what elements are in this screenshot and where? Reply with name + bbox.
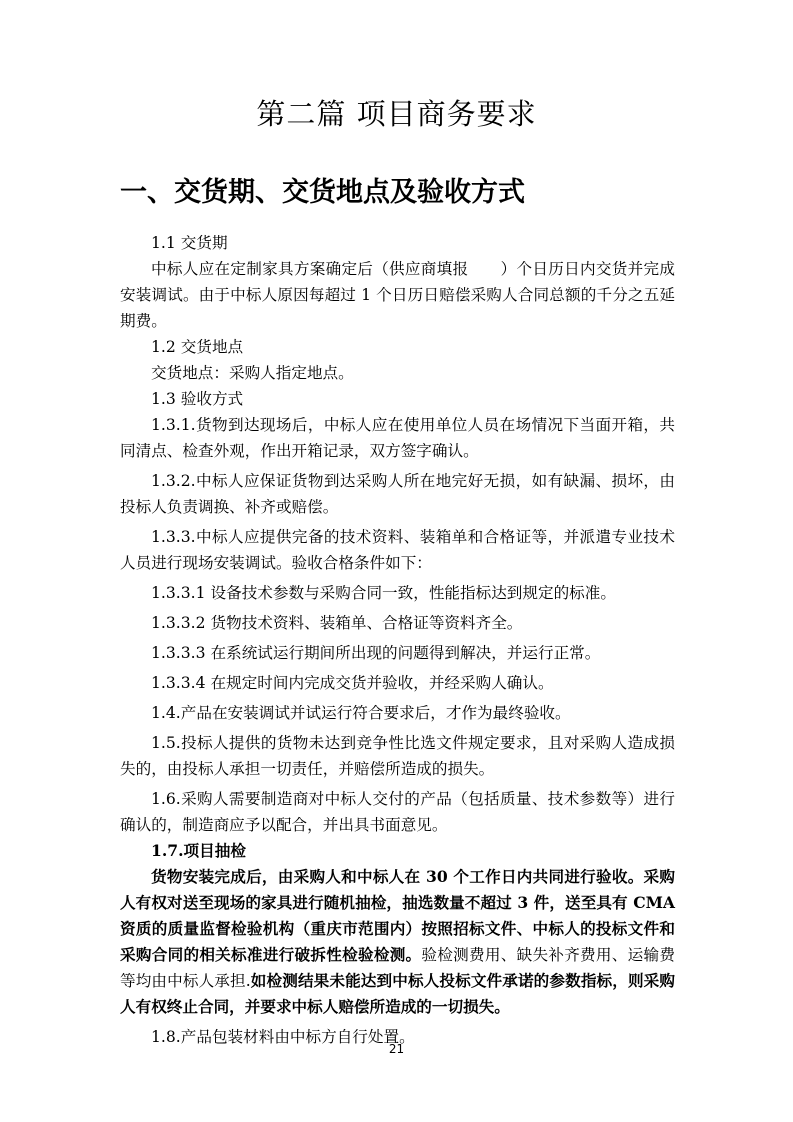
item-1-3-3-1: 1.3.3.1 设备技术参数与采购合同一致，性能指标达到规定的标准。 — [151, 584, 616, 602]
item-1-3-3: 1.3.3.中标人应提供完备的技术资料、装箱单和合格证等，并派遣专业技术人员进行现场安装调试。验收合格条件如下： — [120, 528, 675, 572]
page-title: 第二篇 项目商务要求 — [256, 97, 537, 131]
inspection-bold-b: 如检测结果未能达到中标人投标文件承诺的参数指标，则采购人有权终止合同，并要求中标人赔偿所造成的一切损失。 — [120, 971, 675, 1016]
item-1-3-3-4: 1.3.3.4 在规定时间内完成交货并验收，并经采购人确认。 — [151, 674, 554, 692]
section-heading: 一、交货期、交货地点及验收方式 — [120, 177, 525, 208]
page-number: 21 — [388, 1042, 405, 1056]
item-1-6: 1.6.采购人需要制造商对中标人交付的产品（包括质量、技术参数等）进行确认的，制造商应予以配合，并出具书面意见。 — [120, 790, 675, 834]
heading-1-1: 1.1 交货期 — [151, 234, 228, 252]
heading-1-7: 1.7.项目抽检 — [151, 841, 246, 860]
item-1-3-3-2: 1.3.3.2 货物技术资料、装箱单、合格证等资料齐全。 — [151, 614, 523, 632]
item-1-3-3-3: 1.3.3.3 在系统试运行期间所出现的问题得到解决，并运行正常。 — [151, 644, 601, 662]
delivery-text-a: 中标人应在定制家具方案确定后（供应商填报 — [151, 260, 469, 278]
delivery-text-b: ）个日历日内交货并完成安装调试。由于中标人原因每超过 1 个日历日赔偿采购人合同总额的千分之五延期费。 — [120, 260, 675, 330]
heading-1-3: 1.3 验收方式 — [151, 390, 244, 408]
item-1-5: 1.5.投标人提供的货物未达到竞争性比选文件规定要求，且对采购人造成损失的，由投标人承担一切责任，并赔偿所造成的损失。 — [120, 734, 675, 778]
document-body — [120, 230, 675, 1050]
inspection-normal: 验检测费用、缺失补齐费用、运输费等均由中标人承担. — [120, 946, 675, 990]
item-1-3-1: 1.3.1.货物到达现场后，中标人应在使用单位人员在场情况下当面开箱，共同清点、检查外观，作出开箱记录，双方签字确认。 — [120, 416, 675, 460]
paragraph-1-7 — [120, 864, 675, 1020]
item-1-4: 1.4.产品在安装调试并试运行符合要求后，才作为最终验收。 — [151, 704, 571, 722]
paragraph-1-2: 交货地点：采购人指定地点。 — [151, 364, 354, 382]
inspection-bold-a: 货物安装完成后，由采购人和中标人在 30 个工作日内共同进行验收。采购人有权对送至现场的家具进行随机抽检，抽选数量不超过 3 件，送至具有 CMA 资质的质量监督检验机构（重庆市范围内）按照招标文件、中标人的投标文件和采购合同的相关标准进行破拆性检验检测。 — [120, 867, 675, 964]
paragraph-1-1 — [120, 256, 675, 334]
heading-1-2: 1.2 交货地点 — [151, 338, 244, 356]
item-1-3-2: 1.3.2.中标人应保证货物到达采购人所在地完好无损，如有缺漏、损坏，由投标人负责调换、补齐或赔偿。 — [120, 472, 675, 516]
item-1-8: 1.8.产品包装材料由中标方自行处置。 — [151, 1028, 415, 1046]
